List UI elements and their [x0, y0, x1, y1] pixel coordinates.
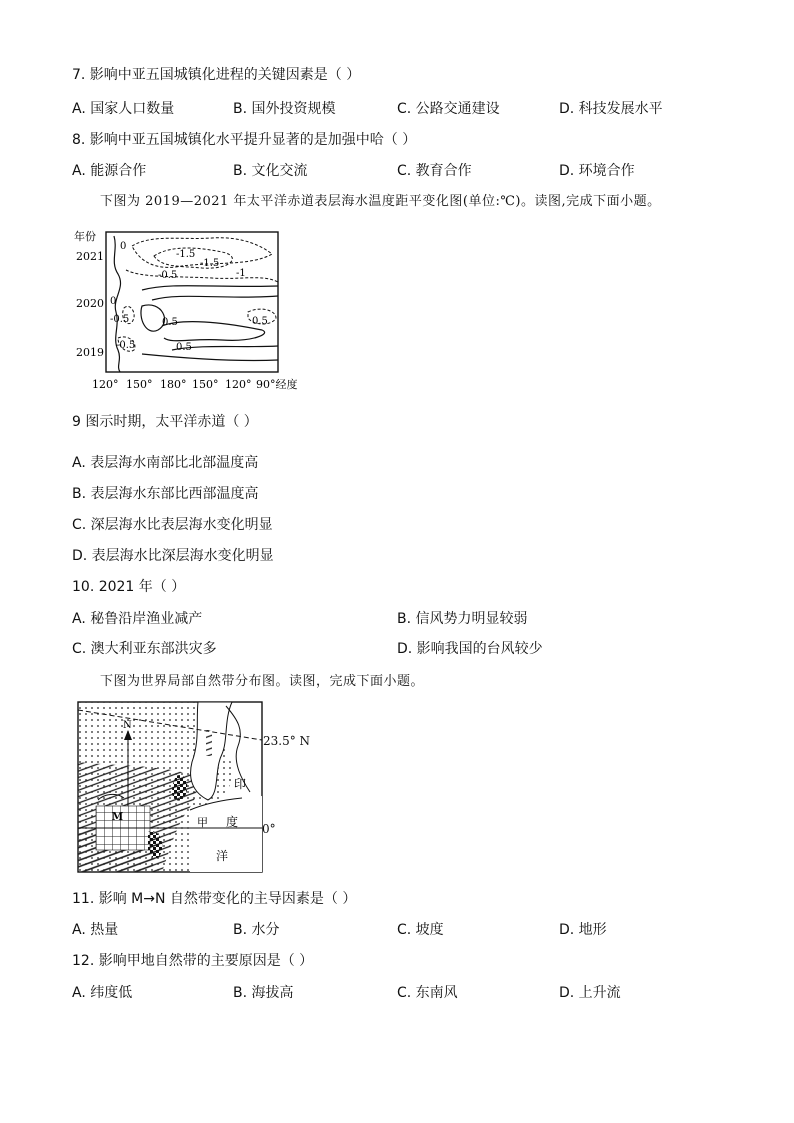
m-label: M [112, 812, 124, 823]
contour-pos-05-a [152, 296, 278, 300]
q11-option-b: B. 水分 [233, 922, 280, 938]
xtick-5: 120° [225, 378, 252, 391]
q12-option-b: B. 海拔高 [233, 985, 294, 1001]
year-tick-2020: 2020 [76, 297, 104, 310]
q9-option-b: B. 表层海水东部比西部温度高 [72, 486, 259, 502]
label-c7: -0.5 [110, 314, 130, 325]
q10-stem: 10. 2021 年（ ） [72, 579, 186, 595]
q9-stem: 9 图示时期，太平洋赤道（ ） [72, 414, 258, 430]
q9-option-d: D. 表层海水比深层海水变化明显 [72, 548, 274, 564]
jia-label: 甲 [197, 816, 208, 829]
label-c10: -0.5 [116, 340, 136, 351]
year-tick-2021: 2021 [76, 250, 104, 263]
q8-stem: 8. 影响中亚五国城镇化水平提升显著的是加强中哈（ ） [72, 132, 417, 148]
q7-option-a: A. 国家人口数量 [72, 101, 175, 117]
contour-bottom [142, 354, 278, 361]
equator-label: 0° [262, 822, 276, 836]
q9-option-a: A. 表层海水南部比北部温度高 [72, 455, 259, 471]
figure2-intro: 下图为世界局部自然带分布图。读图，完成下面小题。 [100, 674, 425, 689]
xtick-2: 150° [126, 378, 153, 391]
label-c9: 0.5 [176, 342, 192, 353]
contour-zero-mid [142, 286, 278, 290]
north-label: N [123, 720, 132, 731]
label-c2: -1.5 [176, 249, 196, 260]
q8-option-c: C. 教育合作 [397, 163, 472, 179]
q11-option-d: D. 地形 [559, 922, 607, 938]
contour-neg-05-top [126, 270, 278, 282]
q7-option-c: C. 公路交通建设 [397, 101, 500, 117]
q11-option-c: C. 坡度 [397, 922, 444, 938]
q11-stem: 11. 影响 M→N 自然带变化的主导因素是（ ） [72, 891, 357, 907]
label-c5: -1 [236, 268, 246, 279]
ocean-label-2: 度 [226, 815, 239, 829]
q8-option-d: D. 环境合作 [559, 163, 635, 179]
xtick-3: 180° [160, 378, 187, 391]
q10-option-d: D. 影响我国的台风较少 [397, 641, 543, 657]
natural-zones-map [72, 700, 282, 876]
q11-option-a: A. 热量 [72, 922, 119, 938]
ocean-label-1: 印 [234, 777, 247, 791]
sst-anomaly-figure [72, 226, 304, 392]
q10-option-a: A. 秘鲁沿岸渔业减产 [72, 611, 203, 627]
label-c1: 0 [120, 241, 127, 252]
contour-pos-05-b [141, 305, 165, 331]
figure1-intro: 下图为 2019—2021 年太平洋赤道表层海水温度距平变化图(单位:℃)。读图,完成下面小题。 [100, 194, 661, 209]
label-c6: 0 [110, 296, 117, 307]
q7-stem: 7. 影响中亚五国城镇化进程的关键因素是（ ） [72, 67, 361, 83]
label-c8: 0.5 [162, 317, 178, 328]
q8-option-a: A. 能源合作 [72, 163, 147, 179]
q8-option-b: B. 文化交流 [233, 163, 308, 179]
q12-stem: 12. 影响甲地自然带的主要原因是（ ） [72, 953, 314, 969]
q12-option-d: D. 上升流 [559, 985, 621, 1001]
xtick-6: 90°经度 [256, 378, 298, 391]
label-c4: -0.5 [158, 270, 178, 281]
q10-option-b: B. 信风势力明显较弱 [397, 611, 528, 627]
label-c3: -1.5 [200, 258, 220, 269]
year-axis-label: 年份 [74, 230, 96, 243]
q7-option-d: D. 科技发展水平 [559, 101, 663, 117]
year-tick-2019: 2019 [76, 346, 104, 359]
q7-option-b: B. 国外投资规模 [233, 101, 336, 117]
xtick-1: 120° [92, 378, 119, 391]
ocean-label-3: 洋 [216, 849, 229, 863]
tropic-label: 23.5° N [263, 734, 311, 748]
q9-option-c: C. 深层海水比表层海水变化明显 [72, 517, 273, 533]
q12-option-a: A. 纬度低 [72, 985, 133, 1001]
xtick-4: 150° [192, 378, 219, 391]
q12-option-c: C. 东南风 [397, 985, 458, 1001]
label-c11: 0.5 [252, 316, 268, 327]
q10-option-c: C. 澳大利亚东部洪灾多 [72, 641, 217, 657]
arabia-strip [206, 730, 212, 756]
